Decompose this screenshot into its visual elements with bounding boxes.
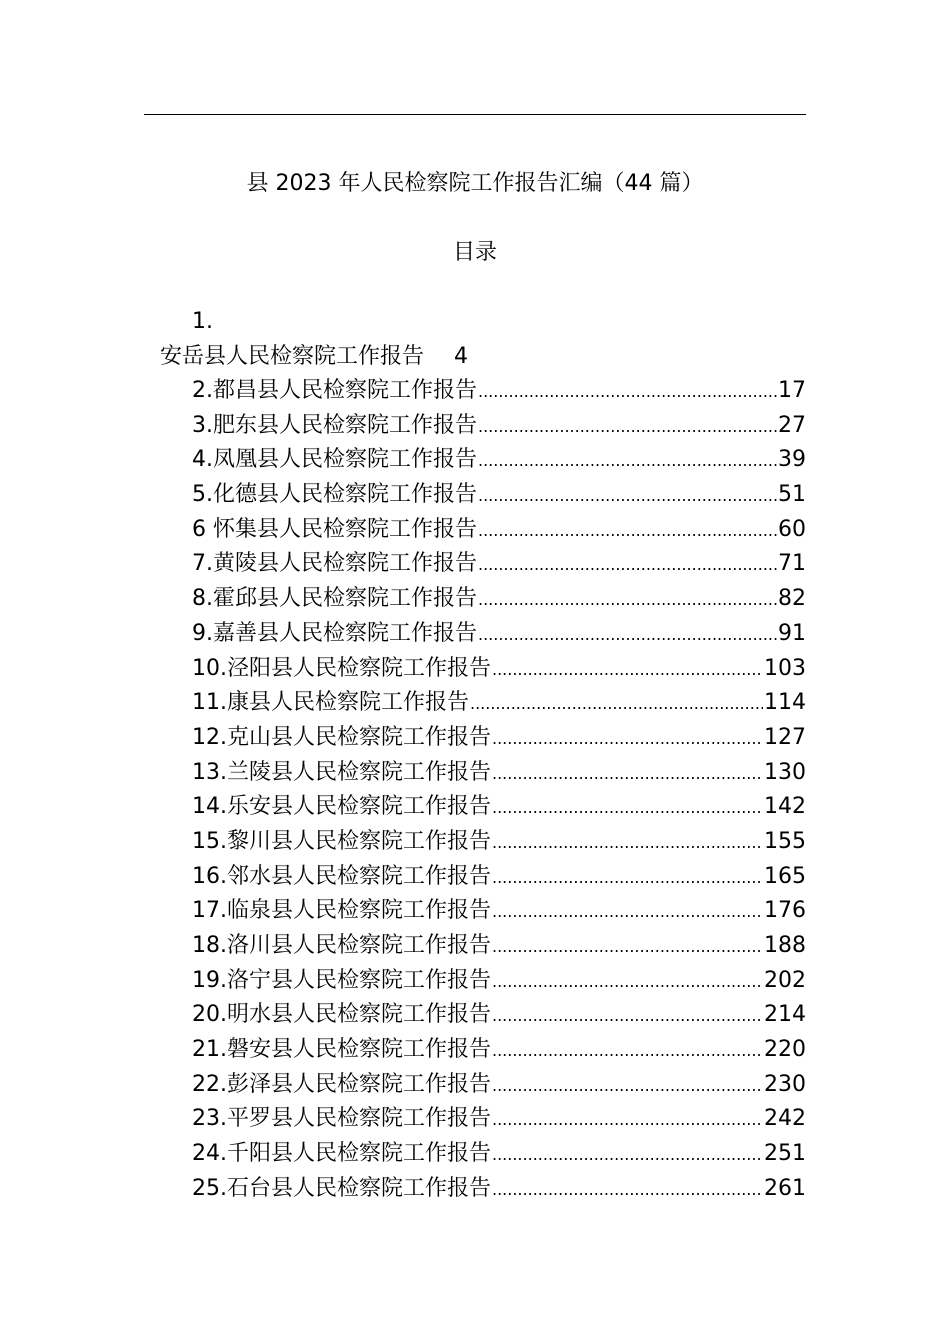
toc-entry-page: 261 (764, 1175, 806, 1201)
toc-entry-title: 25.石台县人民检察院工作报告 (192, 1175, 491, 1201)
toc-entry-page: 114 (764, 690, 806, 716)
toc-entry-page: 242 (764, 1106, 806, 1132)
toc-dot-leader (492, 723, 763, 755)
toc-entry[interactable] (192, 444, 806, 479)
toc-entry-page: 251 (764, 1141, 806, 1167)
toc-entry-page: 188 (764, 933, 806, 958)
toc-heading: 目录 (452, 240, 497, 265)
toc-entry[interactable] (192, 514, 806, 549)
toc-entry-title: 13.兰陵县人民检察院工作报告 (192, 759, 491, 785)
toc-entry-title: 23.平罗县人民检察院工作报告 (192, 1106, 491, 1132)
toc-dot-leader (478, 480, 777, 512)
toc-entry[interactable] (192, 999, 806, 1034)
toc-entry[interactable] (192, 653, 806, 688)
toc-entry[interactable] (192, 618, 806, 653)
toc-entry-page: 17 (778, 378, 806, 403)
toc-dot-leader (492, 1035, 763, 1067)
toc-first-title: 安岳县人民检察院工作报告 (160, 344, 425, 369)
toc-entry-page: 82 (778, 586, 806, 612)
toc-dot-leader (492, 792, 763, 824)
toc-dot-leader (478, 376, 777, 408)
toc-dot-leader (478, 515, 777, 547)
toc-dot-leader (492, 827, 763, 859)
toc-entry[interactable] (192, 826, 806, 861)
toc-dot-leader (478, 584, 777, 616)
toc-entry-title: 4.凤凰县人民检察院工作报告 (192, 447, 477, 473)
toc-dot-leader (478, 411, 777, 443)
toc-entry[interactable] (192, 583, 806, 618)
toc-dot-leader (470, 688, 763, 720)
toc-entry-title: 19.洛宁县人民检察院工作报告 (192, 967, 491, 993)
toc-entry[interactable] (192, 1173, 806, 1208)
toc-entry[interactable] (192, 479, 806, 514)
toc-entry-title: 10.泾阳县人民检察院工作报告 (192, 655, 491, 681)
toc-entry-title: 12.克山县人民检察院工作报告 (192, 724, 491, 750)
toc-entry[interactable] (192, 375, 806, 410)
toc-entry-page: 103 (764, 655, 806, 681)
toc-entry-page: 27 (778, 412, 806, 438)
toc-dot-leader (492, 862, 763, 894)
toc-entry-title: 22.彭泽县人民检察院工作报告 (192, 1071, 491, 1097)
toc-entry[interactable] (192, 1034, 806, 1069)
toc-entry-title: 11.康县人民检察院工作报告 (192, 690, 469, 716)
toc-list (192, 375, 806, 1208)
toc-entry[interactable] (192, 410, 806, 445)
toc-entry-page: 202 (764, 967, 806, 993)
toc-entry[interactable] (192, 1138, 806, 1173)
toc-entry-page: 165 (764, 863, 806, 889)
document-title: 县 2023 年人民检察院工作报告汇编（44 篇） (246, 171, 704, 196)
toc-entry-page: 220 (764, 1037, 806, 1063)
toc-dot-leader (492, 654, 763, 686)
toc-entry[interactable] (192, 687, 806, 722)
toc-entry-title: 20.明水县人民检察院工作报告 (192, 1002, 491, 1028)
toc-entry-page: 39 (778, 447, 806, 473)
toc-first-page: 4 (454, 344, 469, 369)
toc-dot-leader (492, 966, 763, 998)
toc-dot-leader (478, 619, 777, 651)
toc-entry-page: 71 (778, 551, 806, 577)
toc-dot-leader (492, 1104, 763, 1136)
toc-entry-title: 2.都昌县人民检察院工作报告 (192, 378, 477, 403)
toc-entry-page: 91 (778, 620, 806, 646)
toc-entry-title: 3.肥东县人民检察院工作报告 (192, 412, 477, 438)
toc-entry[interactable] (192, 965, 806, 1000)
toc-entry-page: 155 (764, 828, 806, 854)
toc-entry-page: 60 (778, 516, 806, 542)
toc-entry-title: 6 怀集县人民检察院工作报告 (192, 516, 477, 542)
toc-entry[interactable] (192, 1103, 806, 1138)
toc-entry[interactable] (192, 791, 806, 826)
toc-entry[interactable] (192, 930, 806, 965)
toc-entry-title: 21.磐安县人民检察院工作报告 (192, 1037, 491, 1063)
toc-dot-leader (492, 931, 763, 963)
toc-entry-title: 18.洛川县人民检察院工作报告 (192, 933, 491, 958)
toc-dot-leader (492, 1000, 763, 1032)
toc-dot-leader (492, 1070, 763, 1102)
toc-entry-page: 130 (764, 759, 806, 785)
toc-entry[interactable] (192, 548, 806, 583)
toc-entry[interactable] (192, 861, 806, 896)
toc-dot-leader (492, 1174, 763, 1206)
toc-first-number: 1. (192, 309, 213, 334)
toc-dot-leader (478, 549, 777, 581)
toc-dot-leader (478, 445, 777, 477)
toc-entry-title: 8.霍邱县人民检察院工作报告 (192, 586, 477, 612)
toc-entry-title: 16.邻水县人民检察院工作报告 (192, 863, 491, 889)
toc-entry[interactable] (192, 722, 806, 757)
toc-dot-leader (492, 758, 763, 790)
toc-entry-page: 214 (764, 1002, 806, 1028)
toc-entry-page: 230 (764, 1071, 806, 1097)
toc-entry-title: 15.黎川县人民检察院工作报告 (192, 828, 491, 854)
toc-dot-leader (492, 896, 763, 928)
toc-entry-title: 17.临泉县人民检察院工作报告 (192, 898, 491, 924)
toc-entry[interactable] (192, 1069, 806, 1104)
toc-entry-title: 14.乐安县人民检察院工作报告 (192, 794, 491, 820)
toc-entry-title: 9.嘉善县人民检察院工作报告 (192, 620, 477, 646)
toc-entry-page: 176 (764, 898, 806, 924)
toc-entry-title: 24.千阳县人民检察院工作报告 (192, 1141, 491, 1167)
toc-entry-title: 7.黄陵县人民检察院工作报告 (192, 551, 477, 577)
toc-entry[interactable] (192, 895, 806, 930)
toc-entry-page: 51 (778, 482, 806, 508)
toc-entry-page: 127 (764, 724, 806, 750)
toc-dot-leader (492, 1139, 763, 1171)
header-rule (144, 114, 806, 115)
toc-entry-title: 5.化德县人民检察院工作报告 (192, 482, 477, 508)
toc-entry-page: 142 (764, 794, 806, 820)
toc-first-entry[interactable] (160, 341, 468, 373)
toc-entry[interactable] (192, 757, 806, 792)
